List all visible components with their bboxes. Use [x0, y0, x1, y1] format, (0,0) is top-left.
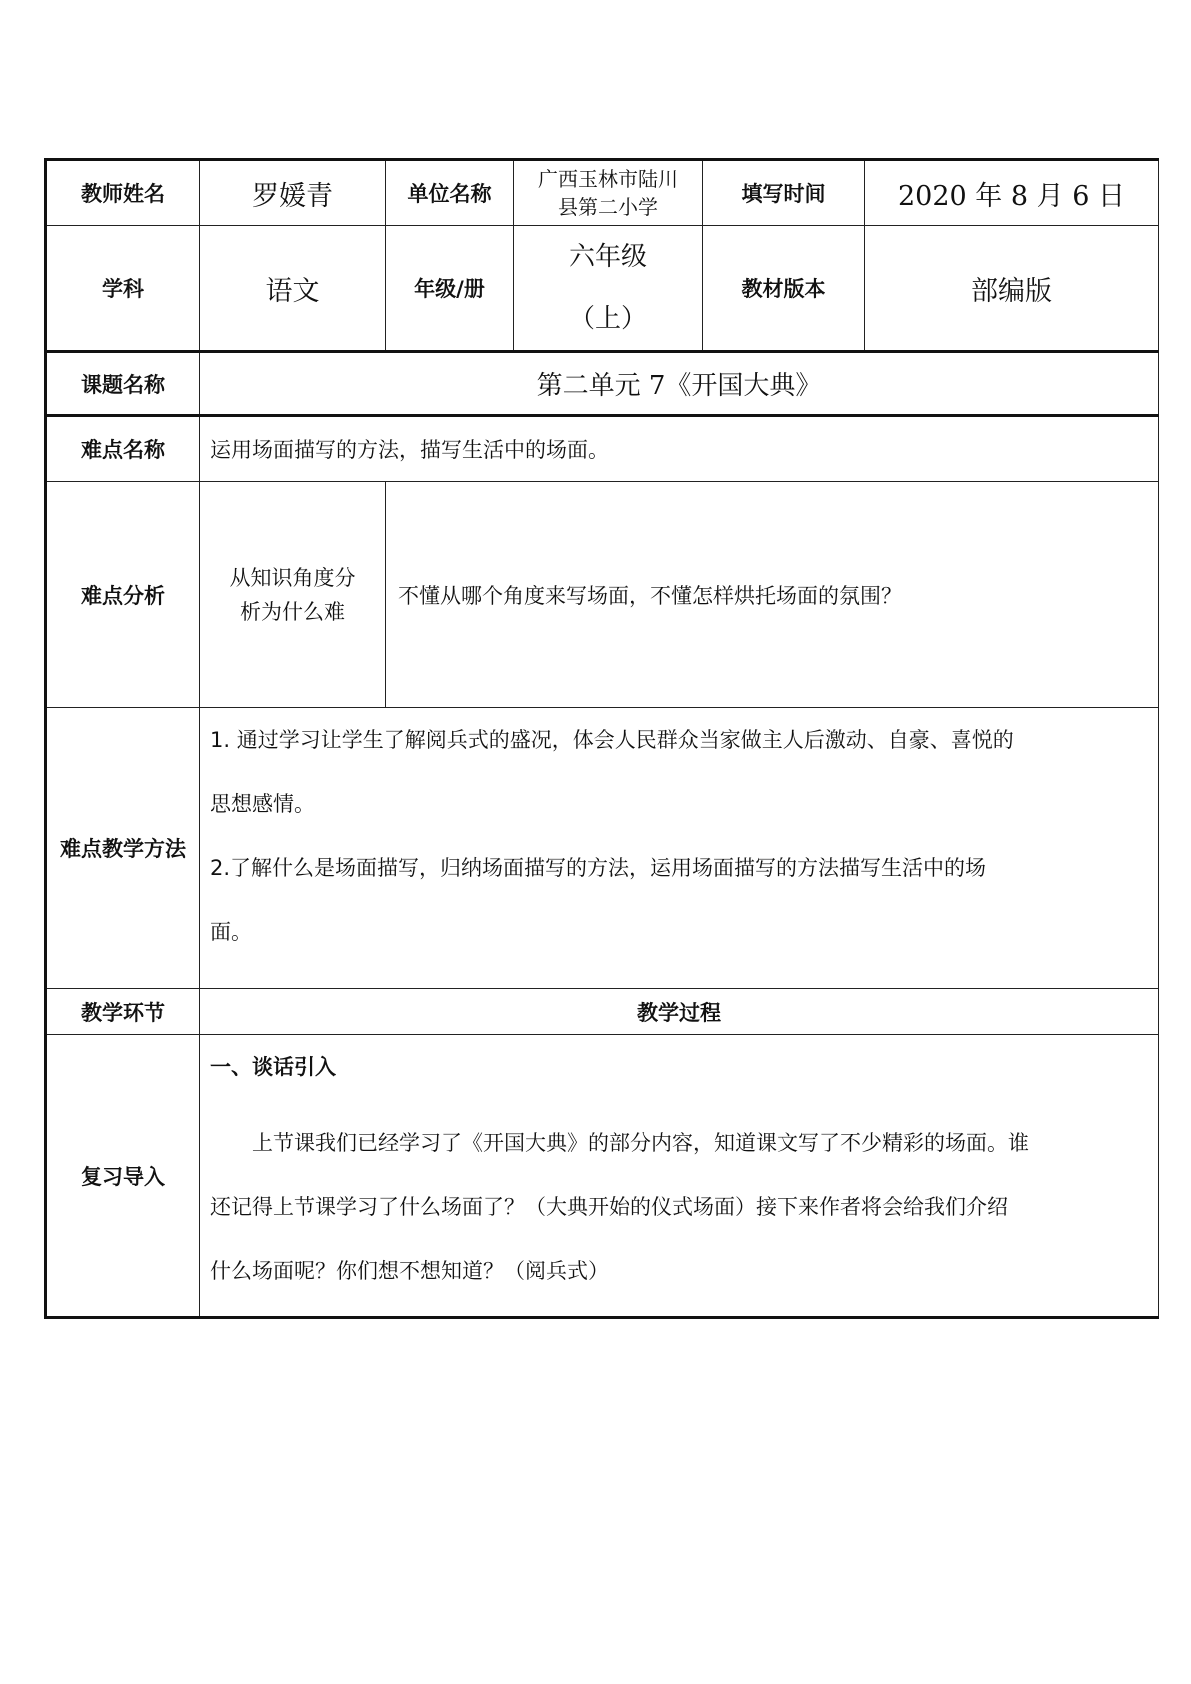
edition-value: 部编版: [865, 226, 1159, 352]
header-row-subject: [46, 226, 1159, 352]
review-content: [200, 1035, 1159, 1318]
review-heading: 一、谈话引入: [210, 1055, 336, 1079]
stage-header-label: 教学环节: [46, 989, 200, 1035]
method-item2-line2: 面。: [210, 920, 252, 944]
review-row: [46, 1035, 1159, 1318]
lesson-title-label: 课题名称: [46, 352, 200, 416]
difficulty-label: 难点名称: [46, 416, 200, 482]
review-line3: 什么场面呢？你们想不想知道？（阅兵式）: [210, 1259, 609, 1283]
unit-name-line2: 县第二小学: [558, 195, 658, 219]
analysis-sub-label-line2: 析为什么难: [240, 599, 345, 624]
grade-label: 年级/册: [386, 226, 514, 352]
grade-value-line2: （上）: [568, 304, 647, 334]
analysis-row: [46, 482, 1159, 708]
subject-value: 语文: [200, 226, 386, 352]
lesson-row: [46, 352, 1159, 416]
process-header-label: 教学过程: [200, 989, 1159, 1035]
method-row: [46, 708, 1159, 989]
unit-name-value: [514, 160, 703, 226]
method-content: [200, 708, 1159, 989]
fill-time-label: 填写时间: [703, 160, 865, 226]
teacher-name-label: 教师姓名: [46, 160, 200, 226]
fill-time-value: 2020 年 8 月 6 日: [865, 160, 1159, 226]
lesson-plan-table: [44, 158, 1159, 1319]
unit-name-label: 单位名称: [386, 160, 514, 226]
review-line2: 还记得上节课学习了什么场面了？（大典开始的仪式场面）接下来作者将会给我们介绍: [210, 1195, 1008, 1219]
difficulty-value: 运用场面描写的方法，描写生活中的场面。: [200, 416, 1159, 482]
method-item1-line1: 1. 通过学习让学生了解阅兵式的盛况，体会人民群众当家做主人后激动、自豪、喜悦的: [210, 728, 1014, 752]
review-label: 复习导入: [46, 1035, 200, 1318]
teacher-name-value: 罗媛青: [200, 160, 386, 226]
method-item1-line2: 思想感情。: [210, 792, 315, 816]
review-line1: 上节课我们已经学习了《开国大典》的部分内容，知道课文写了不少精彩的场面。谁: [252, 1131, 1029, 1155]
analysis-sub-label-line1: 从知识角度分: [229, 565, 356, 590]
grade-value: [514, 226, 703, 352]
method-label: 难点教学方法: [46, 708, 200, 989]
edition-label: 教材版本: [703, 226, 865, 352]
header-row-teacher: [46, 160, 1159, 226]
grade-value-line1: 六年级: [568, 242, 647, 272]
difficulty-row: [46, 416, 1159, 482]
analysis-label: 难点分析: [46, 482, 200, 708]
process-header-row: [46, 989, 1159, 1035]
lesson-title-value: 第二单元 7《开国大典》: [200, 352, 1159, 416]
unit-name-line1: 广西玉林市陆川: [538, 167, 678, 191]
analysis-sub-label: [200, 482, 386, 708]
subject-label: 学科: [46, 226, 200, 352]
method-item2-line1: 2.了解什么是场面描写，归纳场面描写的方法，运用场面描写的方法描写生活中的场: [210, 856, 987, 880]
analysis-value: 不懂从哪个角度来写场面，不懂怎样烘托场面的氛围？: [386, 482, 1159, 708]
